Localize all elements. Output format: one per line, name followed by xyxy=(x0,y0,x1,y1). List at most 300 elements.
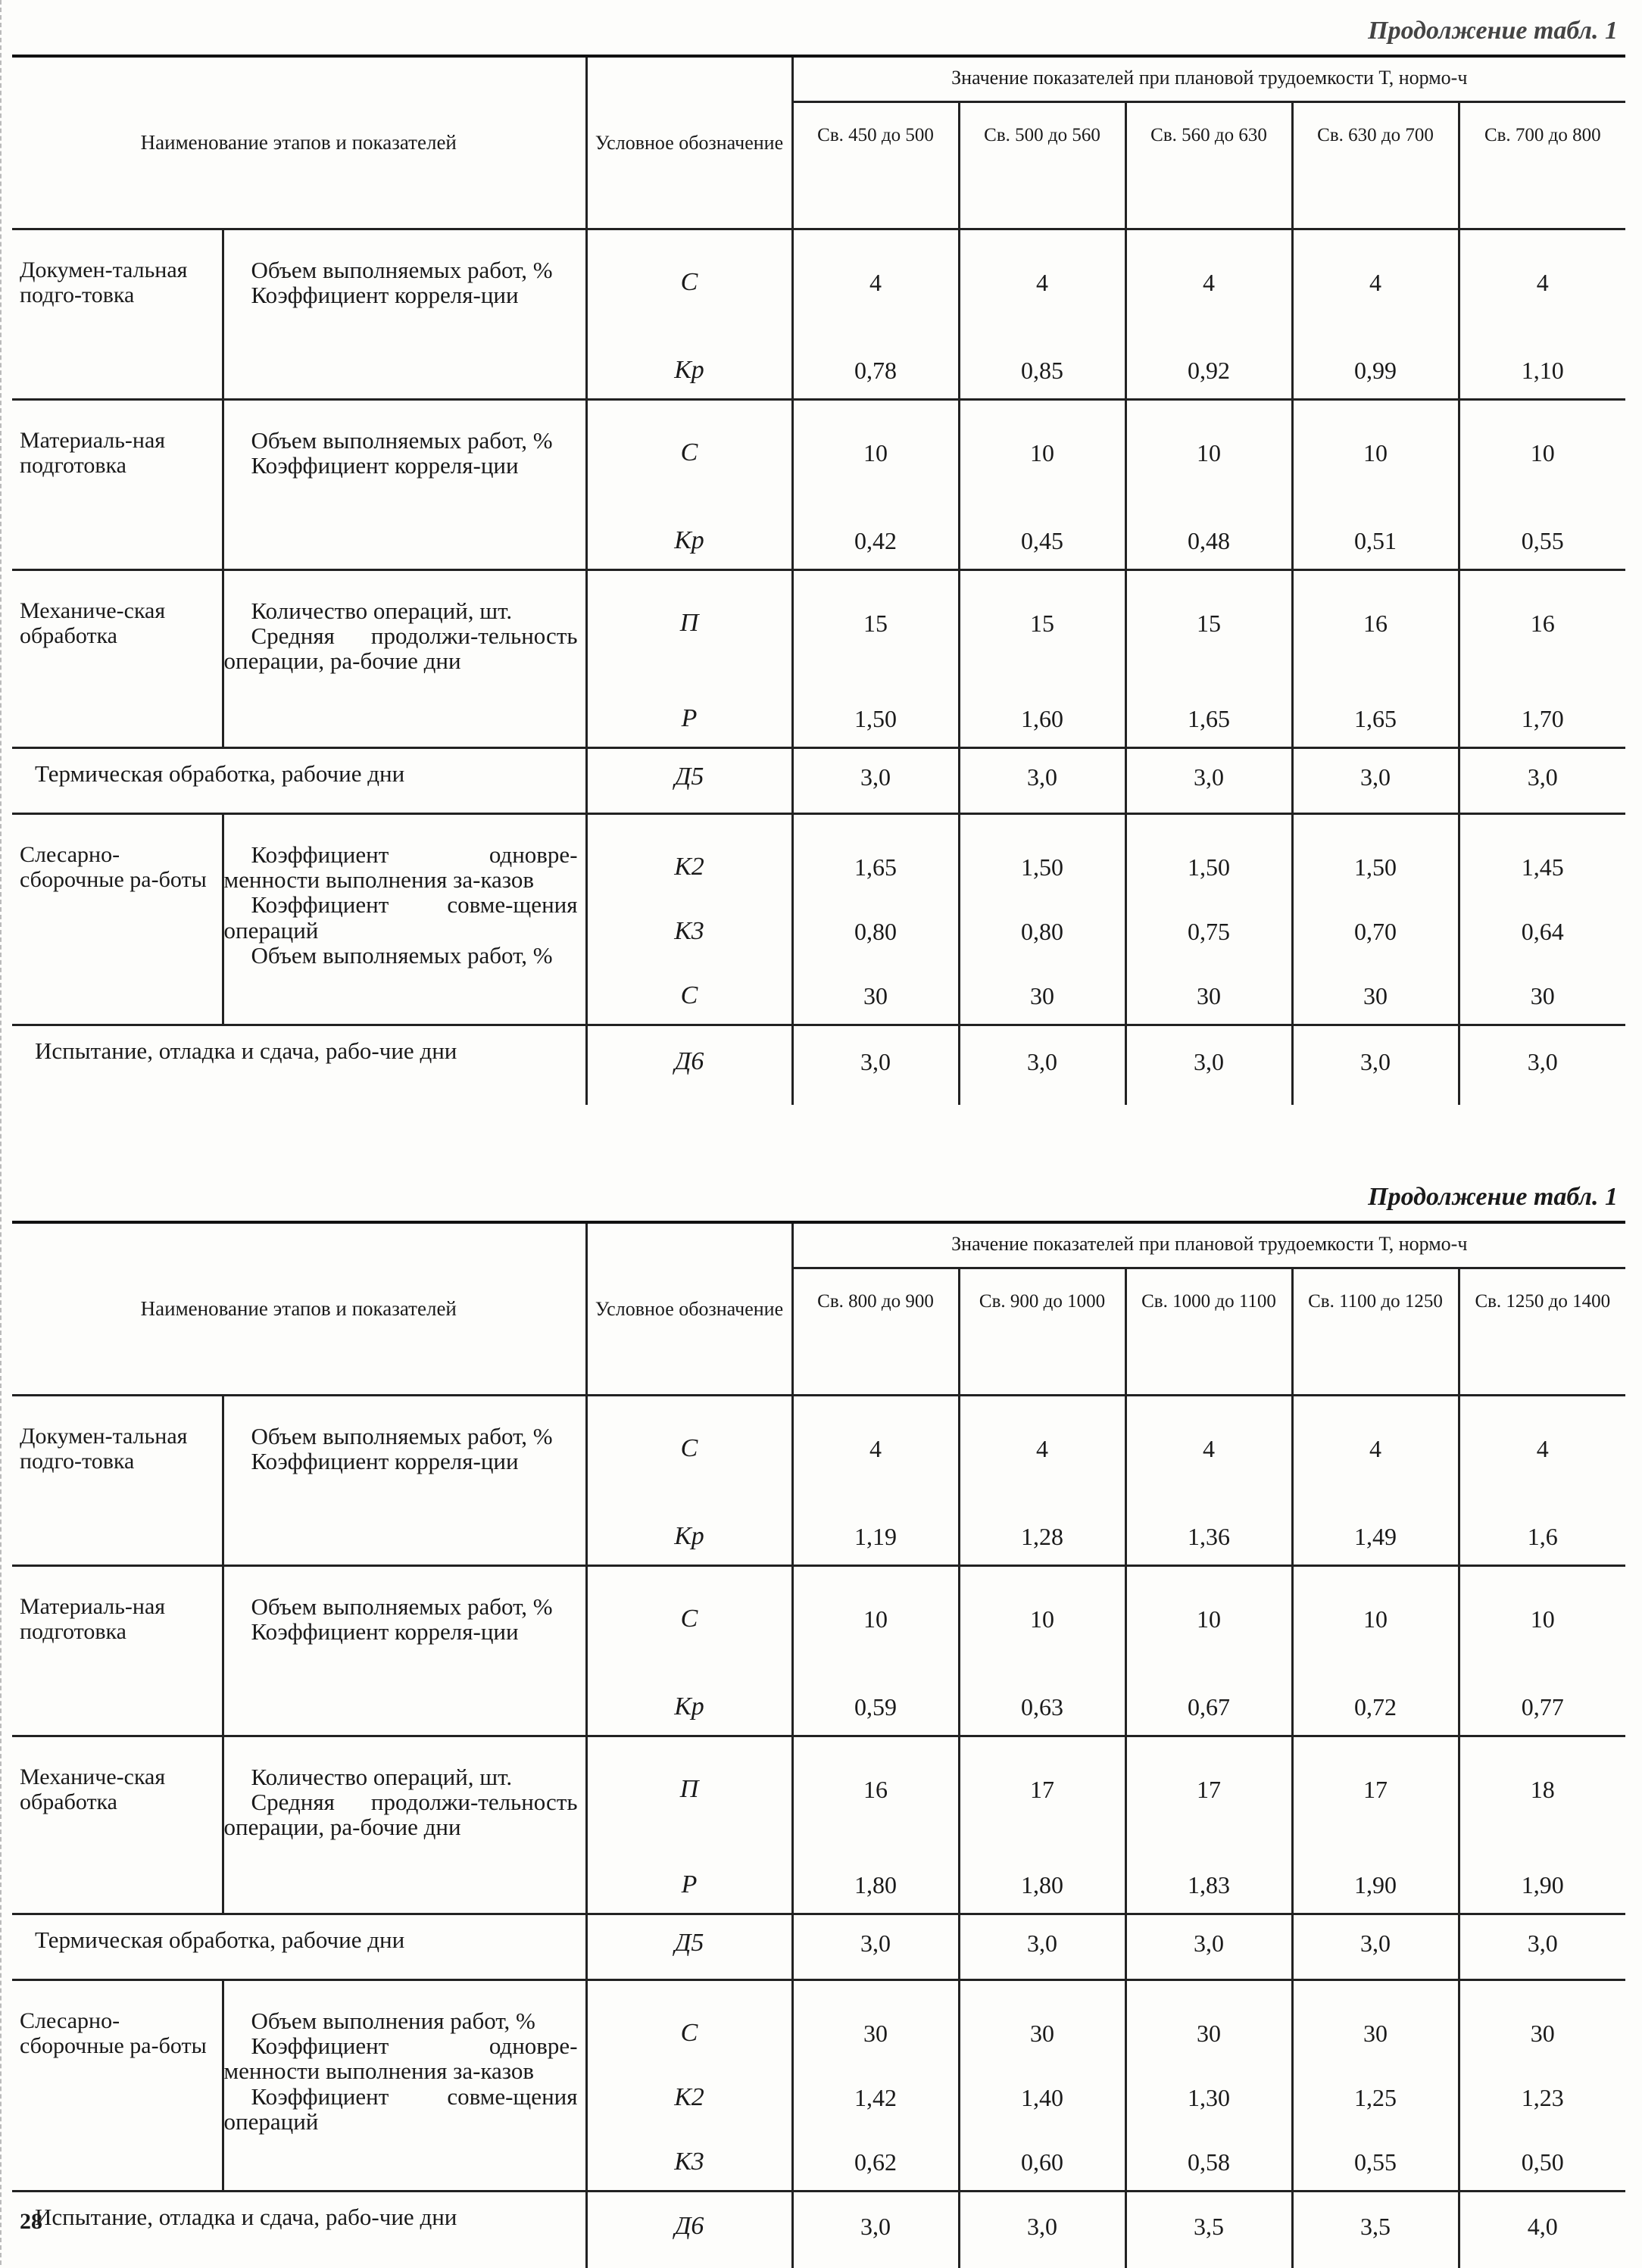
value: 30 xyxy=(863,981,888,1009)
value-stack xyxy=(1294,749,1458,813)
table-caption: Продолжение табл. 1 xyxy=(1368,17,1618,45)
value-stack xyxy=(1460,1915,1626,1979)
value-stack xyxy=(1127,230,1291,398)
value: 0,51 xyxy=(1354,526,1397,554)
value: 4 xyxy=(1536,1434,1549,1462)
value: 0,67 xyxy=(1188,1692,1231,1720)
symbol: С xyxy=(680,438,698,466)
value: 0,62 xyxy=(854,2148,897,2176)
column-header-symbol: Условное обозначение xyxy=(586,1222,792,1395)
value: 0,85 xyxy=(1021,356,1064,384)
table-row xyxy=(12,2191,1625,2268)
value-stack xyxy=(1127,1396,1291,1565)
value-stack xyxy=(1460,1026,1626,1105)
value-stack xyxy=(794,749,958,813)
symbol-cell xyxy=(586,1979,792,2191)
column-header-range: Св. 1000 до 1100 xyxy=(1125,1268,1292,1395)
symbol: С xyxy=(680,981,698,1009)
value-cell xyxy=(1125,2191,1292,2268)
value-stack xyxy=(1294,1026,1458,1105)
symbol-stack xyxy=(588,1026,791,1105)
stage-name: Докумен-тальная подго-товка xyxy=(12,229,223,399)
symbol: Д5 xyxy=(674,762,704,791)
value: 3,0 xyxy=(1194,1047,1225,1075)
value-cell xyxy=(1292,229,1459,399)
value-stack xyxy=(794,1981,958,2190)
indicator-text: Средняя продолжи-тельность операции, ра-бочие дни xyxy=(223,622,578,675)
value: 3,0 xyxy=(860,2212,891,2240)
value-stack xyxy=(1294,1915,1458,1979)
value-stack xyxy=(1127,401,1291,569)
value-stack xyxy=(1127,1981,1291,2190)
value: 0,48 xyxy=(1188,526,1231,554)
symbol-cell xyxy=(586,399,792,569)
value-stack xyxy=(960,1915,1125,1979)
value: 4 xyxy=(869,268,882,296)
value-stack xyxy=(960,230,1125,398)
value-cell xyxy=(792,399,959,569)
column-header-range: Св. 450 до 500 xyxy=(792,101,959,229)
value: 1,40 xyxy=(1021,2083,1064,2111)
value: 30 xyxy=(1363,2019,1388,2047)
value: 0,55 xyxy=(1521,526,1564,554)
stage-name: Термическая обработка, рабочие дни xyxy=(12,1914,586,1979)
table-row xyxy=(12,569,1625,747)
value: 1,50 xyxy=(854,704,897,732)
value: 4 xyxy=(1369,268,1382,296)
value-cell xyxy=(1459,1565,1625,1736)
column-header-range: Св. 800 до 900 xyxy=(792,1268,959,1395)
value-stack xyxy=(1460,1396,1626,1565)
indicator-text: Количество операций, шт. xyxy=(251,597,513,624)
table-header-row xyxy=(12,56,1625,101)
value: 1,65 xyxy=(1188,704,1231,732)
symbol-stack xyxy=(588,815,791,1024)
indicator-text: Коэффициент корреля-ции xyxy=(251,1447,519,1474)
symbol: С xyxy=(680,1433,698,1462)
value-stack xyxy=(1294,1396,1458,1565)
value: 0,60 xyxy=(1021,2148,1064,2176)
value-cell xyxy=(1459,1979,1625,2191)
indicator-text: Коэффициент одновре-менности выполнения за-казов xyxy=(223,841,578,893)
value-stack xyxy=(1127,1737,1291,1913)
value-cell xyxy=(1125,1736,1292,1914)
value: 1,50 xyxy=(1354,853,1397,881)
indicator-text: Объем выполняемых работ, % xyxy=(251,256,553,283)
stage-name: Материаль-ная подготовка xyxy=(12,1565,223,1736)
value-cell xyxy=(959,1025,1125,1105)
value-cell xyxy=(792,569,959,747)
column-header-range: Св. 560 до 630 xyxy=(1125,101,1292,229)
value: 4 xyxy=(1036,1434,1049,1462)
indicator-text: Коэффициент корреля-ции xyxy=(251,1618,519,1645)
value: 3,0 xyxy=(1194,1929,1225,1957)
value-cell xyxy=(959,1565,1125,1736)
value-stack xyxy=(960,1567,1125,1735)
value-cell xyxy=(1292,813,1459,1025)
value-stack xyxy=(960,401,1125,569)
value: 10 xyxy=(863,438,888,466)
value-cell xyxy=(1292,1565,1459,1736)
column-header-range: Св. 630 до 700 xyxy=(1292,101,1459,229)
value: 1,25 xyxy=(1354,2083,1397,2111)
indicator-list xyxy=(223,1979,586,2191)
indicator-list xyxy=(223,569,586,747)
symbol: С xyxy=(680,1604,698,1633)
indicator-text: Количество операций, шт. xyxy=(251,1763,513,1790)
table-row xyxy=(12,1736,1625,1914)
value: 3,5 xyxy=(1194,2212,1225,2240)
value-stack xyxy=(1127,571,1291,747)
symbol: К2 xyxy=(674,2082,704,2111)
symbol-cell xyxy=(586,569,792,747)
value-stack xyxy=(960,1737,1125,1913)
value-stack xyxy=(794,571,958,747)
value-stack xyxy=(960,815,1125,1024)
value: 1,42 xyxy=(854,2083,897,2111)
value: 0,59 xyxy=(854,1692,897,1720)
indicator-text: Коэффициент совме-щения операций xyxy=(223,2082,578,2135)
symbol: Кр xyxy=(674,1692,704,1720)
value: 0,50 xyxy=(1521,2148,1564,2176)
symbol: П xyxy=(679,1774,699,1803)
value: 3,0 xyxy=(1027,1047,1058,1075)
table-row xyxy=(12,1025,1625,1105)
value-cell xyxy=(959,1914,1125,1979)
value-cell xyxy=(1459,2191,1625,2268)
value-stack xyxy=(1127,749,1291,813)
value: 0,45 xyxy=(1021,526,1064,554)
stage-name: Испытание, отладка и сдача, рабо-чие дни xyxy=(12,2191,586,2268)
table-row xyxy=(12,399,1625,569)
symbol: С xyxy=(680,2018,698,2047)
symbol-cell xyxy=(586,1736,792,1914)
value-stack xyxy=(1294,230,1458,398)
value: 16 xyxy=(863,1775,888,1803)
value: 30 xyxy=(1030,981,1055,1009)
symbol: Д6 xyxy=(674,2211,704,2240)
value-stack xyxy=(1294,571,1458,747)
symbol: С xyxy=(680,267,698,296)
symbol: Кр xyxy=(674,1521,704,1550)
value: 1,80 xyxy=(854,1870,897,1898)
symbol: Р xyxy=(681,703,698,732)
value: 16 xyxy=(1363,609,1388,637)
column-header-range: Св. 500 до 560 xyxy=(959,101,1125,229)
indicator-list xyxy=(223,399,586,569)
value: 3,0 xyxy=(1027,1929,1058,1957)
value: 3,0 xyxy=(1360,1047,1391,1075)
value: 30 xyxy=(1197,981,1222,1009)
value-stack xyxy=(794,1026,958,1105)
indicator-list xyxy=(223,1736,586,1914)
symbol: П xyxy=(679,608,699,637)
symbol-cell xyxy=(586,1914,792,1979)
value: 1,19 xyxy=(854,1522,897,1550)
value-cell xyxy=(959,399,1125,569)
column-header-range: Св. 900 до 1000 xyxy=(959,1268,1125,1395)
column-header-values-group: Значение показателей при плановой трудоемкости Т, нормо-ч xyxy=(792,56,1625,101)
value-cell xyxy=(959,1736,1125,1914)
value-cell xyxy=(959,569,1125,747)
value-cell xyxy=(1292,747,1459,813)
indicator-text: Объем выполняемых работ, % xyxy=(251,1422,553,1449)
value-stack xyxy=(1294,1981,1458,2190)
value-cell xyxy=(1459,1736,1625,1914)
symbol: К2 xyxy=(674,852,704,881)
value-cell xyxy=(959,1395,1125,1565)
indicator-text: Коэффициент совме-щения операций xyxy=(223,891,578,944)
table-row xyxy=(12,1914,1625,1979)
value-stack xyxy=(794,1915,958,1979)
value-cell xyxy=(1459,569,1625,747)
value: 30 xyxy=(1530,981,1555,1009)
value-stack xyxy=(1294,2192,1458,2268)
data-table-1 xyxy=(12,55,1625,1105)
table-row xyxy=(12,1979,1625,2191)
stage-name: Докумен-тальная подго-товка xyxy=(12,1395,223,1565)
symbol-cell xyxy=(586,1395,792,1565)
symbol-stack xyxy=(588,2192,791,2268)
value: 0,42 xyxy=(854,526,897,554)
value-cell xyxy=(1125,747,1292,813)
symbol-stack xyxy=(588,1981,791,2190)
value-cell xyxy=(1292,399,1459,569)
value: 3,0 xyxy=(1360,763,1391,791)
value-stack xyxy=(960,2192,1125,2268)
value: 4 xyxy=(1369,1434,1382,1462)
symbol-stack xyxy=(588,571,791,747)
symbol-stack xyxy=(588,1567,791,1735)
value: 15 xyxy=(1030,609,1055,637)
stage-name: Термическая обработка, рабочие дни xyxy=(12,747,586,813)
value: 10 xyxy=(1197,1605,1222,1633)
value-cell xyxy=(1459,1914,1625,1979)
value: 1,36 xyxy=(1188,1522,1231,1550)
value-cell xyxy=(792,1736,959,1914)
stage-name: Испытание, отладка и сдача, рабо-чие дни xyxy=(12,1025,586,1105)
indicator-text: Средняя продолжи-тельность операции, ра-бочие дни xyxy=(223,1788,578,1841)
data-table-2 xyxy=(12,1221,1625,2268)
column-header-name: Наименование этапов и показателей xyxy=(12,1222,586,1395)
value: 3,0 xyxy=(860,1929,891,1957)
value-cell xyxy=(792,229,959,399)
value: 17 xyxy=(1363,1775,1388,1803)
value: 1,50 xyxy=(1188,853,1231,881)
value: 3,5 xyxy=(1360,2212,1391,2240)
indicator-text: Коэффициент корреля-ции xyxy=(251,281,519,308)
value-stack xyxy=(1294,1567,1458,1735)
value: 1,10 xyxy=(1521,356,1564,384)
value-stack xyxy=(960,1981,1125,2190)
value-stack xyxy=(794,1567,958,1735)
symbol: К3 xyxy=(674,2147,704,2176)
value: 30 xyxy=(1030,2019,1055,2047)
value-cell xyxy=(1292,569,1459,747)
value-stack xyxy=(794,815,958,1024)
value-cell xyxy=(1459,1395,1625,1565)
value: 0,92 xyxy=(1188,356,1231,384)
value-cell xyxy=(1125,229,1292,399)
column-header-values-group: Значение показателей при плановой трудоемкости Т, нормо-ч xyxy=(792,1222,1625,1268)
value: 1,80 xyxy=(1021,1870,1064,1898)
value-cell xyxy=(959,813,1125,1025)
value-cell xyxy=(1459,229,1625,399)
value-stack xyxy=(794,1396,958,1565)
symbol-cell xyxy=(586,2191,792,2268)
value: 10 xyxy=(1530,1605,1555,1633)
value: 1,60 xyxy=(1021,704,1064,732)
symbol-stack xyxy=(588,230,791,398)
value-cell xyxy=(1125,1395,1292,1565)
value-cell xyxy=(959,229,1125,399)
value-stack xyxy=(1460,2192,1626,2268)
value: 1,45 xyxy=(1521,853,1564,881)
page-number: 28 xyxy=(20,2209,42,2234)
value: 1,23 xyxy=(1521,2083,1564,2111)
value-cell xyxy=(1292,1914,1459,1979)
value: 30 xyxy=(1363,981,1388,1009)
value: 16 xyxy=(1530,609,1555,637)
column-header-range: Св. 1250 до 1400 xyxy=(1459,1268,1625,1395)
value: 0,63 xyxy=(1021,1692,1064,1720)
value-stack xyxy=(1460,1737,1626,1913)
value-stack xyxy=(794,401,958,569)
value-cell xyxy=(792,813,959,1025)
indicator-list xyxy=(223,229,586,399)
indicator-list xyxy=(223,1395,586,1565)
left-margin-line xyxy=(0,0,4,2265)
indicator-text: Объем выполняемых работ, % xyxy=(251,942,553,969)
value: 0,72 xyxy=(1354,1692,1397,1720)
value: 10 xyxy=(1363,438,1388,466)
indicator-text: Объем выполнения работ, % xyxy=(251,2007,535,2034)
value: 0,80 xyxy=(854,917,897,945)
value: 17 xyxy=(1197,1775,1222,1803)
value: 1,90 xyxy=(1521,1870,1564,1898)
value: 0,64 xyxy=(1521,917,1564,945)
value: 4 xyxy=(1536,268,1549,296)
indicator-text: Объем выполняемых работ, % xyxy=(251,426,553,454)
value: 1,65 xyxy=(1354,704,1397,732)
value: 18 xyxy=(1530,1775,1555,1803)
symbol: Д6 xyxy=(674,1047,704,1075)
table-row xyxy=(12,1565,1625,1736)
value-stack xyxy=(1460,571,1626,747)
value: 1,28 xyxy=(1021,1522,1064,1550)
value-cell xyxy=(1125,1565,1292,1736)
value-stack xyxy=(794,230,958,398)
value: 0,58 xyxy=(1188,2148,1231,2176)
symbol-stack xyxy=(588,1915,791,1979)
value-stack xyxy=(1460,1981,1626,2190)
value-cell xyxy=(1125,1025,1292,1105)
value-stack xyxy=(1460,401,1626,569)
value: 4 xyxy=(1203,268,1216,296)
table-caption: Продолжение табл. 1 xyxy=(1368,1183,1618,1211)
value-stack xyxy=(960,1026,1125,1105)
value: 10 xyxy=(863,1605,888,1633)
stage-name: Механиче-ская обработка xyxy=(12,1736,223,1914)
value: 0,80 xyxy=(1021,917,1064,945)
table-row xyxy=(12,1395,1625,1565)
value: 1,90 xyxy=(1354,1870,1397,1898)
value: 3,0 xyxy=(1527,1047,1558,1075)
value: 10 xyxy=(1197,438,1222,466)
value: 10 xyxy=(1363,1605,1388,1633)
symbol: Д5 xyxy=(674,1928,704,1957)
value: 0,99 xyxy=(1354,356,1397,384)
stage-name: Материаль-ная подготовка xyxy=(12,399,223,569)
value-cell xyxy=(959,1979,1125,2191)
value-stack xyxy=(1294,1737,1458,1913)
value: 30 xyxy=(1197,2019,1222,2047)
value: 4 xyxy=(1036,268,1049,296)
column-header-range: Св. 1100 до 1250 xyxy=(1292,1268,1459,1395)
value: 3,0 xyxy=(860,1047,891,1075)
value: 10 xyxy=(1530,438,1555,466)
value-cell xyxy=(1125,569,1292,747)
indicator-list xyxy=(223,813,586,1025)
indicator-list xyxy=(223,1565,586,1736)
value: 3,0 xyxy=(860,763,891,791)
stage-name: Механиче-ская обработка xyxy=(12,569,223,747)
value-stack xyxy=(1127,1026,1291,1105)
value: 1,70 xyxy=(1521,704,1564,732)
value: 1,83 xyxy=(1188,1870,1231,1898)
value-cell xyxy=(792,1025,959,1105)
value: 30 xyxy=(863,2019,888,2047)
table-header-row xyxy=(12,1222,1625,1268)
value-stack xyxy=(1127,2192,1291,2268)
symbol: К3 xyxy=(674,916,704,945)
value-cell xyxy=(1292,1395,1459,1565)
symbol: Р xyxy=(681,1870,698,1898)
value-cell xyxy=(792,1565,959,1736)
value-cell xyxy=(1125,1914,1292,1979)
value-stack xyxy=(960,571,1125,747)
value-stack xyxy=(1127,1567,1291,1735)
column-header-symbol: Условное обозначение xyxy=(586,56,792,229)
symbol-cell xyxy=(586,813,792,1025)
value: 30 xyxy=(1530,2019,1555,2047)
indicator-text: Коэффициент одновре-менности выполнения за-казов xyxy=(223,2032,578,2085)
value: 1,6 xyxy=(1527,1522,1558,1550)
symbol-stack xyxy=(588,749,791,813)
value-stack xyxy=(1460,1567,1626,1735)
value-cell xyxy=(959,747,1125,813)
value-stack xyxy=(1460,230,1626,398)
value: 1,50 xyxy=(1021,853,1064,881)
symbol-cell xyxy=(586,1025,792,1105)
value: 1,65 xyxy=(854,853,897,881)
symbol-cell xyxy=(586,1565,792,1736)
value-stack xyxy=(794,2192,958,2268)
value-cell xyxy=(1292,1979,1459,2191)
value: 3,0 xyxy=(1527,763,1558,791)
symbol: Кр xyxy=(674,355,704,384)
value: 0,78 xyxy=(854,356,897,384)
value-cell xyxy=(1292,1736,1459,1914)
value-stack xyxy=(794,1737,958,1913)
value-cell xyxy=(792,747,959,813)
value-cell xyxy=(1459,813,1625,1025)
value-stack xyxy=(960,1396,1125,1565)
value-stack xyxy=(1127,815,1291,1024)
value: 17 xyxy=(1030,1775,1055,1803)
value: 0,75 xyxy=(1188,917,1231,945)
value-stack xyxy=(1127,1915,1291,1979)
